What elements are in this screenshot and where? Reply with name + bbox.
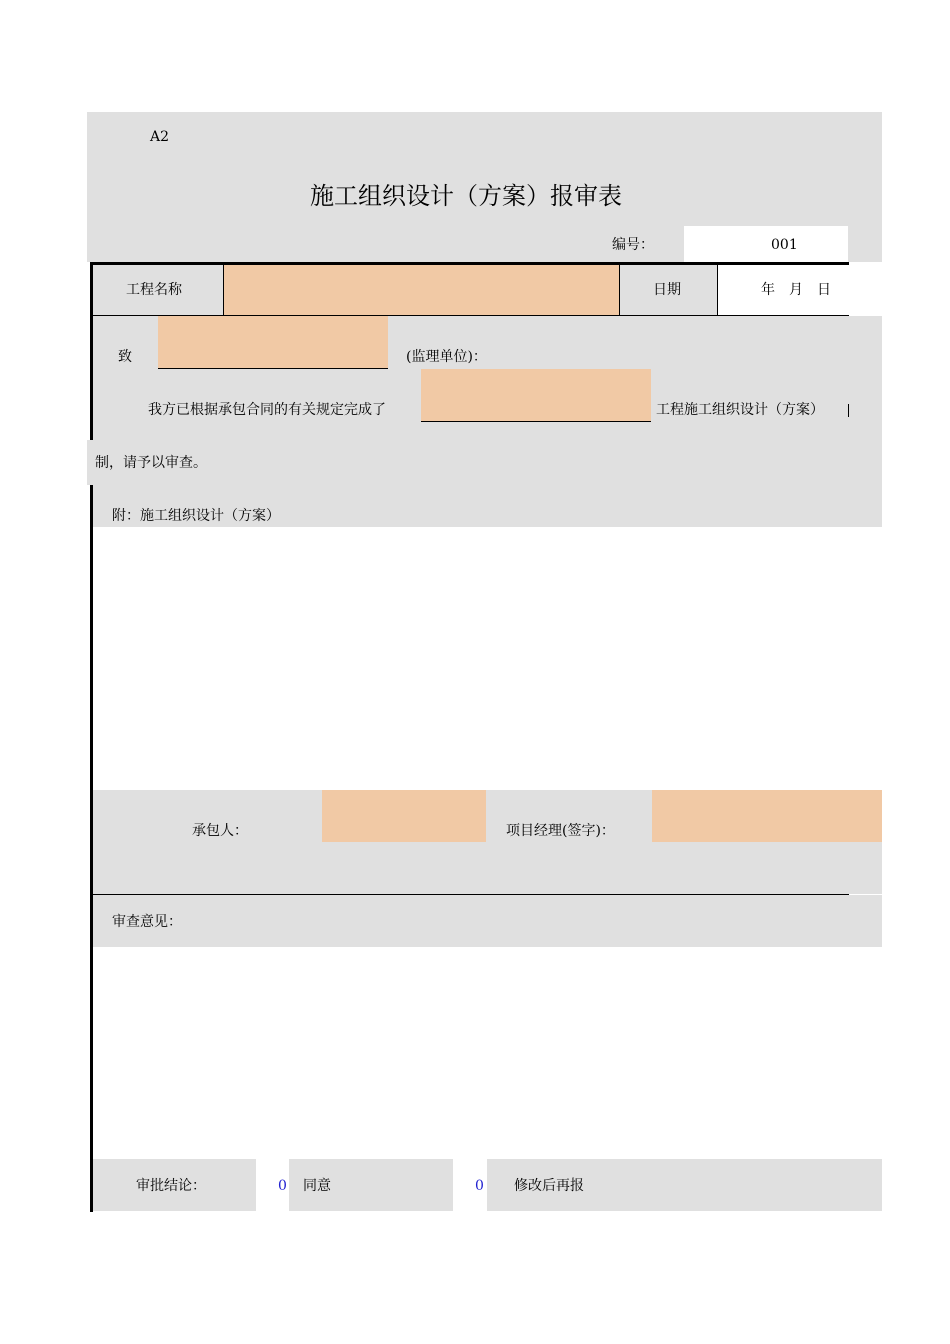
date-label: 日期 [653, 282, 681, 298]
approval-label: 审批结论： [136, 1178, 206, 1194]
attachment-label: 附：施工组织设计（方案） [112, 508, 280, 524]
number-label: 编号： [612, 237, 654, 253]
body-prefix: 我方已根据承包合同的有关规定完成了 [148, 402, 386, 418]
supervisor-field[interactable] [158, 316, 388, 369]
project-name-label: 工程名称 [126, 282, 182, 298]
supervisor-label: (监理单位)： [406, 349, 487, 365]
option-agree-value[interactable]: 0 [278, 1178, 287, 1194]
review-row [93, 895, 882, 947]
manager-signature-field[interactable] [652, 790, 882, 842]
body-cont-row [87, 440, 93, 485]
option-revise-value[interactable]: 0 [475, 1178, 484, 1194]
divider [717, 265, 718, 315]
option-agree-label: 同意 [303, 1178, 331, 1194]
option-revise-label: 修改后再报 [514, 1178, 584, 1194]
contractor-field[interactable] [322, 790, 486, 842]
form-code: A2 [150, 129, 170, 145]
number-row [87, 226, 684, 262]
to-label: 致 [118, 349, 132, 365]
number-row-right [848, 226, 882, 262]
text-cursor [848, 404, 849, 417]
body-cont: 制，请予以审查。 [95, 455, 207, 471]
review-label: 审查意见： [112, 914, 182, 930]
manager-label: 项目经理(签字)： [506, 823, 615, 839]
number-value[interactable]: 001 [771, 237, 798, 253]
project-work-field[interactable] [421, 369, 651, 422]
body-suffix: 工程施工组织设计（方案） [656, 402, 824, 418]
page-title: 施工组织设计（方案）报审表 [310, 182, 622, 210]
contractor-label: 承包人： [192, 823, 248, 839]
project-name-field[interactable] [224, 265, 619, 315]
date-value[interactable]: 年 月 日 [761, 282, 831, 298]
